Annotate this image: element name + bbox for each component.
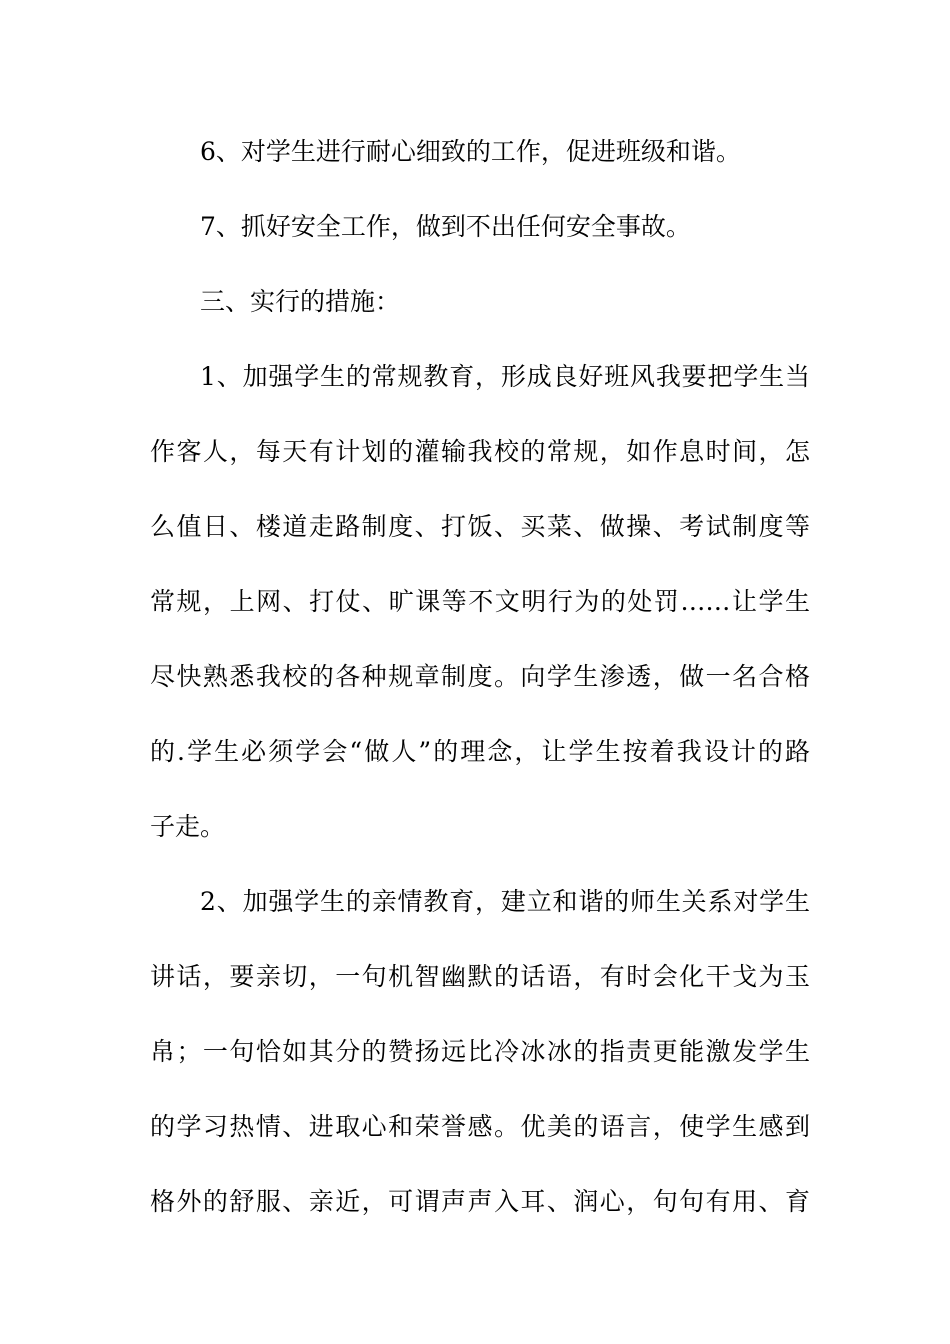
paragraph-1-line-5: 尽快熟悉我校的各种规章制度。向学生渗透，做一名合格 <box>150 662 810 691</box>
paragraph-2-line-3: 帛；一句恰如其分的赞扬远比冷冰冰的指责更能激发学生 <box>150 1037 810 1066</box>
list-item-7: 7、抓好安全工作，做到不出任何安全事故。 <box>200 212 691 241</box>
paragraph-2-line-4: 的学习热情、进取心和荣誉感。优美的语言，使学生感到 <box>150 1112 810 1141</box>
paragraph-1-line-3: 么值日、楼道走路制度、打饭、买菜、做操、考试制度等 <box>150 512 810 541</box>
paragraph-1-line-7: 子走。 <box>150 812 226 841</box>
paragraph-1-line-1: 1、加强学生的常规教育，形成良好班风我要把学生当 <box>200 362 810 391</box>
list-item-6: 6、对学生进行耐心细致的工作，促进班级和谐。 <box>200 137 741 166</box>
section-heading: 三、实行的措施： <box>200 287 401 316</box>
paragraph-1-line-4: 常规，上网、打仗、旷课等不文明行为的处罚……让学生 <box>150 587 810 616</box>
paragraph-1-line-2: 作客人，每天有计划的灌输我校的常规，如作息时间，怎 <box>150 437 810 466</box>
paragraph-1-line-6: 的.学生必须学会“做人”的理念，让学生按着我设计的路 <box>150 737 810 766</box>
paragraph-2-line-1: 2、加强学生的亲情教育，建立和谐的师生关系对学生 <box>200 887 810 916</box>
paragraph-2-line-2: 讲话，要亲切，一句机智幽默的话语，有时会化干戈为玉 <box>150 962 810 991</box>
paragraph-2-line-5: 格外的舒服、亲近，可谓声声入耳、润心，句句有用、育 <box>150 1187 810 1216</box>
